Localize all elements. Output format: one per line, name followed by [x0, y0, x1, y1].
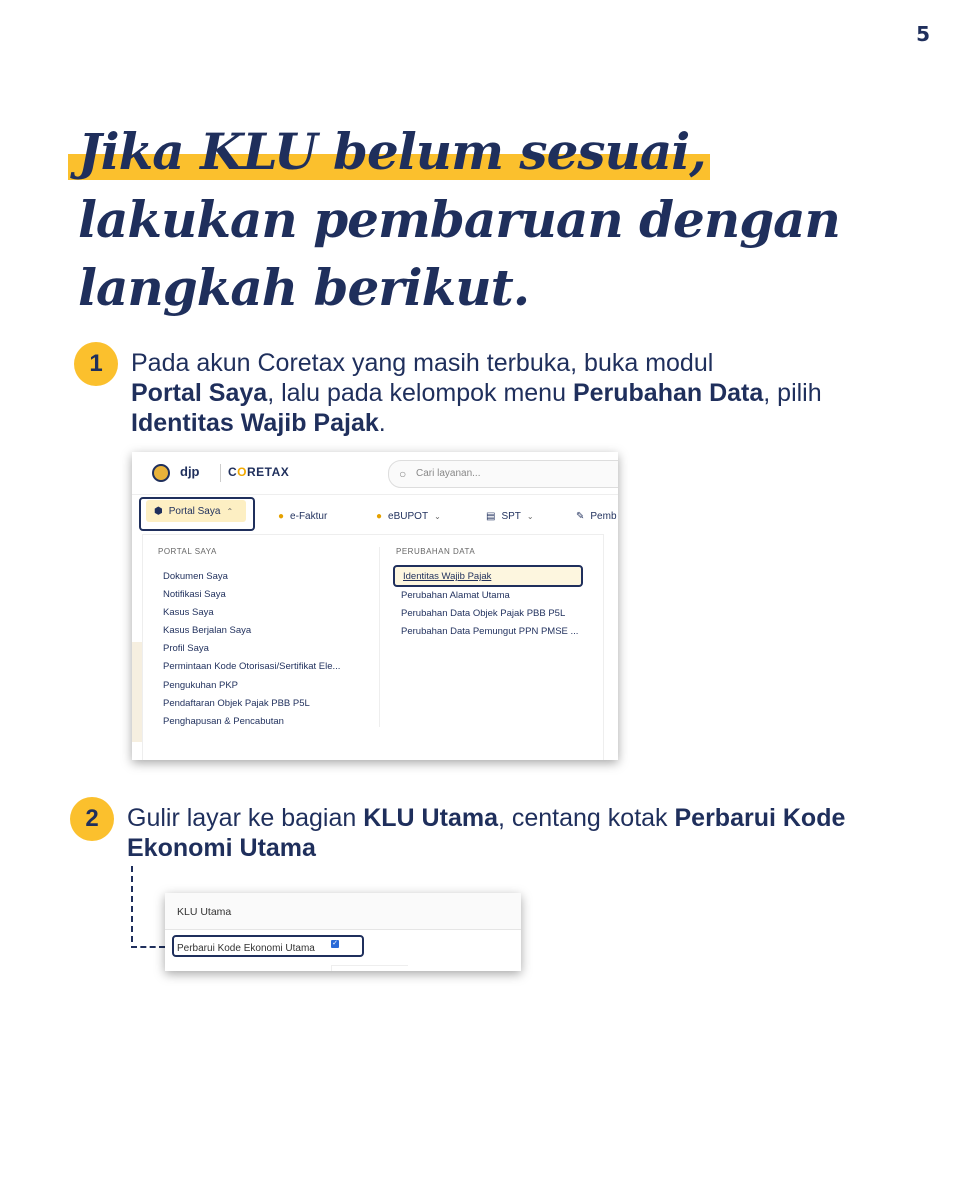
logo-divider	[220, 464, 221, 482]
menu-item-pengukuhan-pkp[interactable]: Pengukuhan PKP	[163, 680, 239, 691]
page-number: 5	[916, 22, 930, 46]
klu-utama-header	[165, 893, 521, 930]
portal-saya-callout-outline	[139, 497, 255, 531]
menu-item-penghapusan-pencabutan[interactable]: Penghapusan & Pencabutan	[163, 716, 284, 727]
connector-dashed-horizontal	[131, 946, 165, 948]
screenshot-portal-saya-menu	[132, 452, 618, 760]
ebupot-icon: ●	[376, 510, 383, 522]
search-placeholder: Cari layanan...	[416, 468, 481, 479]
edit-icon: ✎	[576, 510, 585, 522]
connector-dashed-vertical	[131, 866, 133, 942]
menu-item-perubahan-alamat-utama[interactable]: Perubahan Alamat Utama	[401, 590, 510, 601]
nav-efaktur[interactable]: ● e-Faktur	[278, 510, 328, 522]
menu-item-pendaftaran-objek-pajak[interactable]: Pendaftaran Objek Pajak PBB P5L	[163, 698, 310, 709]
menu-item-permintaan-kode-otorisasi[interactable]: Permintaan Kode Otorisasi/Sertifikat Ele...	[163, 661, 341, 672]
coretax-logo: CORETAX	[228, 465, 290, 479]
portal-saya-section-title: PORTAL SAYA	[158, 547, 217, 556]
menu-item-dokumen-saya[interactable]: Dokumen Saya	[163, 571, 228, 582]
menu-item-kasus-saya[interactable]: Kasus Saya	[163, 607, 214, 618]
menu-item-perubahan-data-objek-pajak[interactable]: Perubahan Data Objek Pajak PBB P5L	[401, 608, 566, 619]
menu-item-profil-saya[interactable]: Profil Saya	[163, 643, 209, 654]
document-icon: ▤	[486, 510, 496, 522]
screenshot-klu-utama	[165, 893, 521, 971]
efaktur-icon: ●	[278, 510, 285, 522]
step-1-text: Pada akun Coretax yang masih terbuka, buka modul Portal Saya, lalu pada kelompok menu Perubahan Data, pilih Identitas Wajib Pajak.	[131, 349, 822, 437]
chevron-down-icon: ⌄	[526, 511, 534, 521]
step-2-text: Gulir layar ke bagian KLU Utama, centang kotak Perbarui Kode Ekonomi Utama	[127, 804, 846, 862]
menu-item-notifikasi-saya[interactable]: Notifikasi Saya	[163, 589, 226, 600]
step-1-badge: 1	[74, 342, 118, 386]
djp-emblem-icon	[152, 464, 170, 482]
portal-saya-dropdown	[142, 534, 604, 760]
step-2-badge: 2	[70, 797, 114, 841]
headline-highlight-text: Jika KLU belum sesuai,	[78, 122, 706, 181]
nav-portal-saya[interactable]: ⬢ Portal Saya ⌃	[146, 500, 246, 522]
perbarui-kode-label: Perbarui Kode Ekonomi Utama	[177, 943, 315, 954]
field-outline	[331, 965, 408, 971]
menu-item-perubahan-data-pemungut-ppn[interactable]: Perubahan Data Pemungut PPN PMSE ...	[401, 626, 579, 637]
headline-line-2: lakukan pembaruan dengan	[78, 190, 840, 249]
headline-line-3: langkah berikut.	[78, 258, 530, 317]
menu-item-kasus-berjalan-saya[interactable]: Kasus Berjalan Saya	[163, 625, 252, 636]
headline-line-1	[78, 118, 840, 186]
perubahan-data-section-title: PERUBAHAN DATA	[396, 547, 476, 556]
column-divider	[379, 547, 380, 727]
headline	[78, 118, 840, 322]
coretax-topbar	[132, 452, 618, 495]
nav-ebupot[interactable]: ● eBUPOT ⌄	[376, 510, 441, 522]
menu-item-identitas-wajib-pajak[interactable]: Identitas Wajib Pajak	[403, 571, 492, 582]
chevron-up-icon: ⌃	[226, 506, 234, 516]
side-tab-portal-saya[interactable]	[132, 642, 142, 742]
shield-icon: ⬢	[154, 505, 163, 517]
chevron-down-icon: ⌄	[434, 511, 441, 521]
nav-spt[interactable]: ▤ SPT ⌄	[486, 510, 534, 522]
perbarui-kode-checkbox[interactable]: ✓	[332, 940, 338, 947]
search-icon: ○	[399, 467, 407, 481]
klu-utama-title: KLU Utama	[177, 906, 232, 918]
search-input[interactable]	[388, 460, 618, 488]
nav-pemb[interactable]: ✎ Pemb	[576, 510, 617, 522]
djp-logo: djp	[180, 464, 200, 479]
